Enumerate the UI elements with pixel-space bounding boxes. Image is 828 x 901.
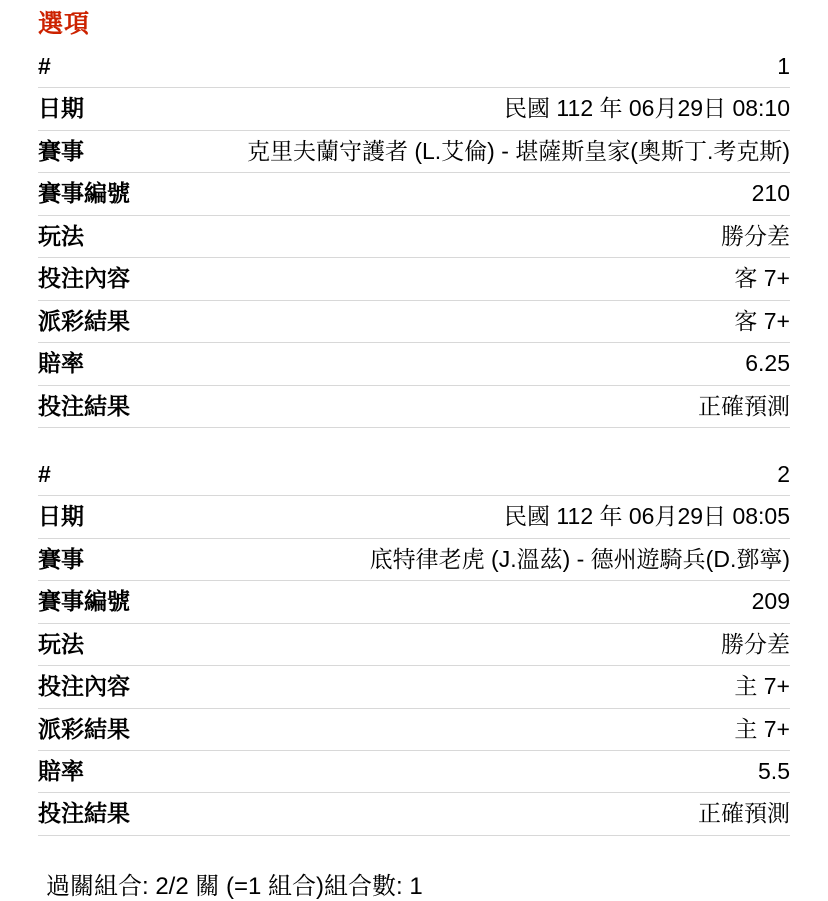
row-label-play-type: 玩法 (38, 630, 84, 657)
row-value-bet-result: 正確預測 (698, 800, 790, 827)
row-value-play-type: 勝分差 (721, 630, 790, 657)
table-row (38, 258, 790, 300)
table-row (38, 708, 790, 750)
row-label-payout-result: 派彩結果 (38, 715, 130, 742)
table-row (38, 751, 790, 793)
row-label-index: # (38, 53, 51, 79)
row-label-event: 賽事 (38, 545, 84, 572)
table-row (38, 623, 790, 665)
row-value-bet-content: 客 7+ (734, 265, 790, 292)
row-label-date: 日期 (38, 95, 84, 122)
row-value-payout-result: 主 7+ (734, 715, 790, 742)
row-value-date: 民國 112 年 06月29日 08:10 (504, 95, 790, 122)
row-value-bet-result: 正確預測 (698, 392, 790, 419)
row-label-bet-content: 投注內容 (38, 673, 130, 700)
row-value-date: 民國 112 年 06月29日 08:05 (504, 503, 790, 530)
row-label-bet-result: 投注結果 (38, 800, 130, 827)
row-value-event: 底特律老虎 (J.溫茲) - 德州遊騎兵(D.鄧寧) (369, 545, 790, 572)
row-value-event-no: 210 (751, 180, 790, 207)
row-value-bet-content: 主 7+ (734, 673, 790, 700)
table-row (38, 46, 790, 88)
table-row (38, 496, 790, 538)
table-row (38, 300, 790, 342)
row-value-play-type: 勝分差 (721, 222, 790, 249)
row-label-bet-content: 投注內容 (38, 265, 130, 292)
section-divider-gap (38, 428, 790, 454)
row-label-date: 日期 (38, 503, 84, 530)
row-value-odds: 6.25 (745, 350, 790, 377)
table-row (38, 666, 790, 708)
row-value-index: 1 (777, 53, 790, 79)
table-row (38, 581, 790, 623)
row-label-event-no: 賽事編號 (38, 180, 130, 207)
table-row (38, 538, 790, 580)
table-row (38, 385, 790, 427)
row-label-event: 賽事 (38, 137, 84, 164)
table-row (38, 793, 790, 835)
row-label-payout-result: 派彩結果 (38, 307, 130, 334)
table-row (38, 88, 790, 130)
row-label-play-type: 玩法 (38, 222, 84, 249)
row-label-odds: 賠率 (38, 758, 84, 784)
table-row (38, 454, 790, 496)
row-label-bet-result: 投注結果 (38, 392, 130, 419)
row-label-index: # (38, 460, 51, 487)
row-value-event-no: 209 (751, 588, 790, 615)
row-value-odds: 5.5 (758, 758, 790, 784)
bet-detail-table-1 (38, 46, 790, 428)
row-value-payout-result: 客 7+ (734, 307, 790, 334)
table-row (38, 343, 790, 385)
table-row (38, 130, 790, 172)
row-label-odds: 賠率 (38, 350, 84, 377)
row-value-event: 克里夫蘭守護者 (L.艾倫) - 堪薩斯皇家(奧斯丁.考克斯) (246, 137, 790, 164)
table-row (38, 215, 790, 257)
table-row (38, 173, 790, 215)
parlay-summary: 過關組合: 2/2 關 (=1 組合)組合數: 1 (46, 872, 423, 900)
page-title: 選項 (38, 10, 91, 38)
row-label-event-no: 賽事編號 (38, 588, 130, 615)
row-value-index: 2 (777, 460, 790, 487)
